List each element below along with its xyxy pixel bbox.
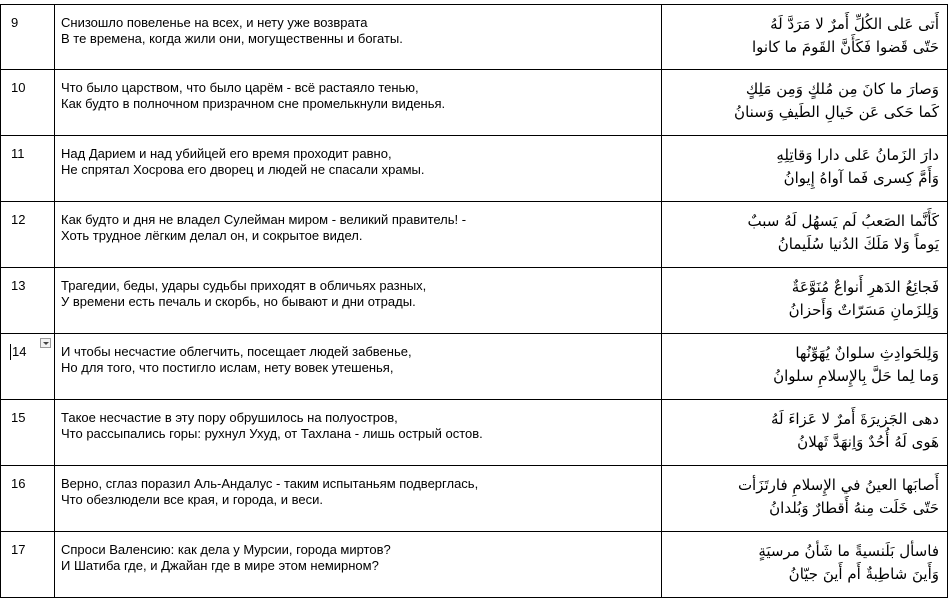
arabic-line: وَلِلحَوادِثِ سلوانٌ يُهَوِّنُها	[795, 344, 939, 362]
russian-line: Снизошло повеленье на всех, и нету уже возврата	[61, 15, 368, 30]
russian-line: Что обезлюдели все края, и города, и веси.	[61, 492, 324, 507]
arabic-line: وَما لِما حَلَّ بِالإِسلامِ سلوانُ	[773, 367, 939, 385]
russian-line: Что было царством, что было царём - всё растаяло тенью,	[61, 80, 419, 95]
russian-translation-cell[interactable]	[55, 5, 662, 69]
table-row	[0, 70, 948, 136]
russian-line: В те времена, когда жили они, могущественны и богаты.	[61, 31, 403, 46]
arabic-line: أَصابَها العينُ في الإِسلامِ فارتَزَأت	[737, 476, 939, 494]
verse-number-cell[interactable]	[0, 334, 55, 399]
table-row	[0, 202, 948, 268]
arabic-line: فَجائِعُ الدَهرِ أَنواعٌ مُنَوَّعَةٌ	[791, 278, 939, 296]
verse-number-cell[interactable]	[0, 532, 55, 597]
arabic-line: حَتّى خَلَت مِنهُ أَقطارٌ وَبُلدانُ	[769, 499, 939, 517]
verse-number: 17	[11, 542, 26, 557]
table-row	[0, 268, 948, 334]
russian-line: Спроси Валенсию: как дела у Мурсии, города миртов?	[61, 542, 391, 557]
russian-line: Не спрятал Хосрова его дворец и людей не спасали храмы.	[61, 162, 425, 177]
russian-translation-cell[interactable]	[55, 70, 662, 135]
arabic-line: يَوماً وَلا مَلَكَ الدُنيا سُلَيمانُ	[777, 235, 939, 253]
arabic-line: كَما حَكى عَن خَيالِ الطَيفِ وَسنانُ	[734, 103, 939, 121]
russian-translation-cell[interactable]	[55, 136, 662, 201]
russian-line: Но для того, что постигло ислам, нету вовек утешенья,	[61, 360, 394, 375]
arabic-line: حَتّى قَضوا فَكَأَنَّ القَومَ ما كانوا	[751, 38, 939, 56]
russian-translation-cell[interactable]	[55, 334, 662, 399]
verse-number: 15	[11, 410, 26, 425]
table-row	[0, 532, 948, 598]
russian-translation-cell[interactable]	[55, 400, 662, 465]
arabic-original-cell[interactable]	[662, 268, 948, 333]
arabic-original-cell[interactable]	[662, 334, 948, 399]
verse-number: 14	[12, 344, 27, 359]
arabic-original-cell[interactable]	[662, 400, 948, 465]
arabic-line: فاسأل بَلَنسيةً ما شَأنُ مرسيَةٍ	[758, 542, 939, 560]
arabic-line: أَتى عَلى الكُلِّ أَمرٌ لا مَرَدَّ لَهُ	[770, 15, 939, 33]
table-row	[0, 334, 948, 400]
arabic-line: هَوى لَهُ أُحُدٌ وَاِنهَدَّ ثَهلانُ	[797, 433, 939, 451]
arabic-original-cell[interactable]	[662, 70, 948, 135]
verse-number: 10	[11, 80, 26, 95]
russian-line: Что рассыпались горы: рухнул Ухуд, от Тахлана - лишь острый остов.	[61, 426, 483, 441]
arabic-original-cell[interactable]	[662, 202, 948, 267]
arabic-line: دارَ الزَمانُ عَلى دارا وَقاتِلِهِ	[776, 146, 939, 164]
arabic-original-cell[interactable]	[662, 466, 948, 531]
verse-number-cell[interactable]	[0, 400, 55, 465]
verse-number-cell[interactable]	[0, 268, 55, 333]
arabic-line: وَلِلزَمانِ مَسَرّاتٌ وَأَحزانُ	[788, 301, 939, 319]
verse-number: 12	[11, 212, 26, 227]
russian-line: И Шатиба где, и Джайан где в мире этом немирном?	[61, 558, 379, 573]
russian-line: Над Дарием и над убийцей его время проходит равно,	[61, 146, 392, 161]
russian-line: И чтобы несчастие облегчить, посещает людей забвенье,	[61, 344, 412, 359]
text-cursor	[10, 344, 11, 360]
verse-number: 9	[11, 15, 19, 30]
russian-line: У времени есть печаль и скорбь, но бывают и дни отрады.	[61, 294, 416, 309]
arabic-line: وَصارَ ما كانَ مِن مُلكٍ وَمِن مَلِكٍ	[745, 80, 939, 98]
verse-number: 11	[11, 146, 25, 161]
arabic-line: وَأَينَ شاطِبةٌ أَم أَينَ جيّانُ	[788, 565, 939, 583]
verse-number: 16	[11, 476, 26, 491]
russian-translation-cell[interactable]	[55, 202, 662, 267]
arabic-original-cell[interactable]	[662, 5, 948, 69]
verse-number: 13	[11, 278, 26, 293]
table-row	[0, 466, 948, 532]
table-row	[0, 136, 948, 202]
autocorrect-dropdown-icon[interactable]	[40, 338, 51, 348]
verse-number-cell[interactable]	[0, 136, 55, 201]
verse-number-cell[interactable]	[0, 5, 55, 69]
verse-number-cell[interactable]	[0, 70, 55, 135]
russian-translation-cell[interactable]	[55, 532, 662, 597]
arabic-line: كَأَنَّما الصَعبُ لَم يَسهُل لَهُ سببٌ	[747, 212, 939, 230]
russian-line: Такое несчастие в эту пору обрушилось на полуостров,	[61, 410, 398, 425]
table-row	[0, 4, 948, 70]
russian-line: Верно, сглаз поразил Аль-Андалус - таким испытаньям подверглась,	[61, 476, 479, 491]
russian-line: Как будто и дня не владел Сулейман миром - великий правитель! -	[61, 212, 467, 227]
verse-number-cell[interactable]	[0, 466, 55, 531]
arabic-original-cell[interactable]	[662, 136, 948, 201]
arabic-line: وَأَمَّ كِسرى فَما آواهُ إِيوانُ	[783, 169, 939, 187]
russian-translation-cell[interactable]	[55, 466, 662, 531]
russian-translation-cell[interactable]	[55, 268, 662, 333]
russian-line: Трагедии, беды, удары судьбы приходят в обличьях разных,	[61, 278, 427, 293]
arabic-line: دهى الجَزيرَةَ أَمرٌ لا عَزاءَ لَهُ	[770, 410, 939, 428]
russian-line: Хоть трудное лёгким делал он, и сокрытое видел.	[61, 228, 363, 243]
russian-line: Как будто в полночном призрачном сне промелькнули виденья.	[61, 96, 446, 111]
table-row	[0, 400, 948, 466]
verse-number-cell[interactable]	[0, 202, 55, 267]
arabic-original-cell[interactable]	[662, 532, 948, 597]
